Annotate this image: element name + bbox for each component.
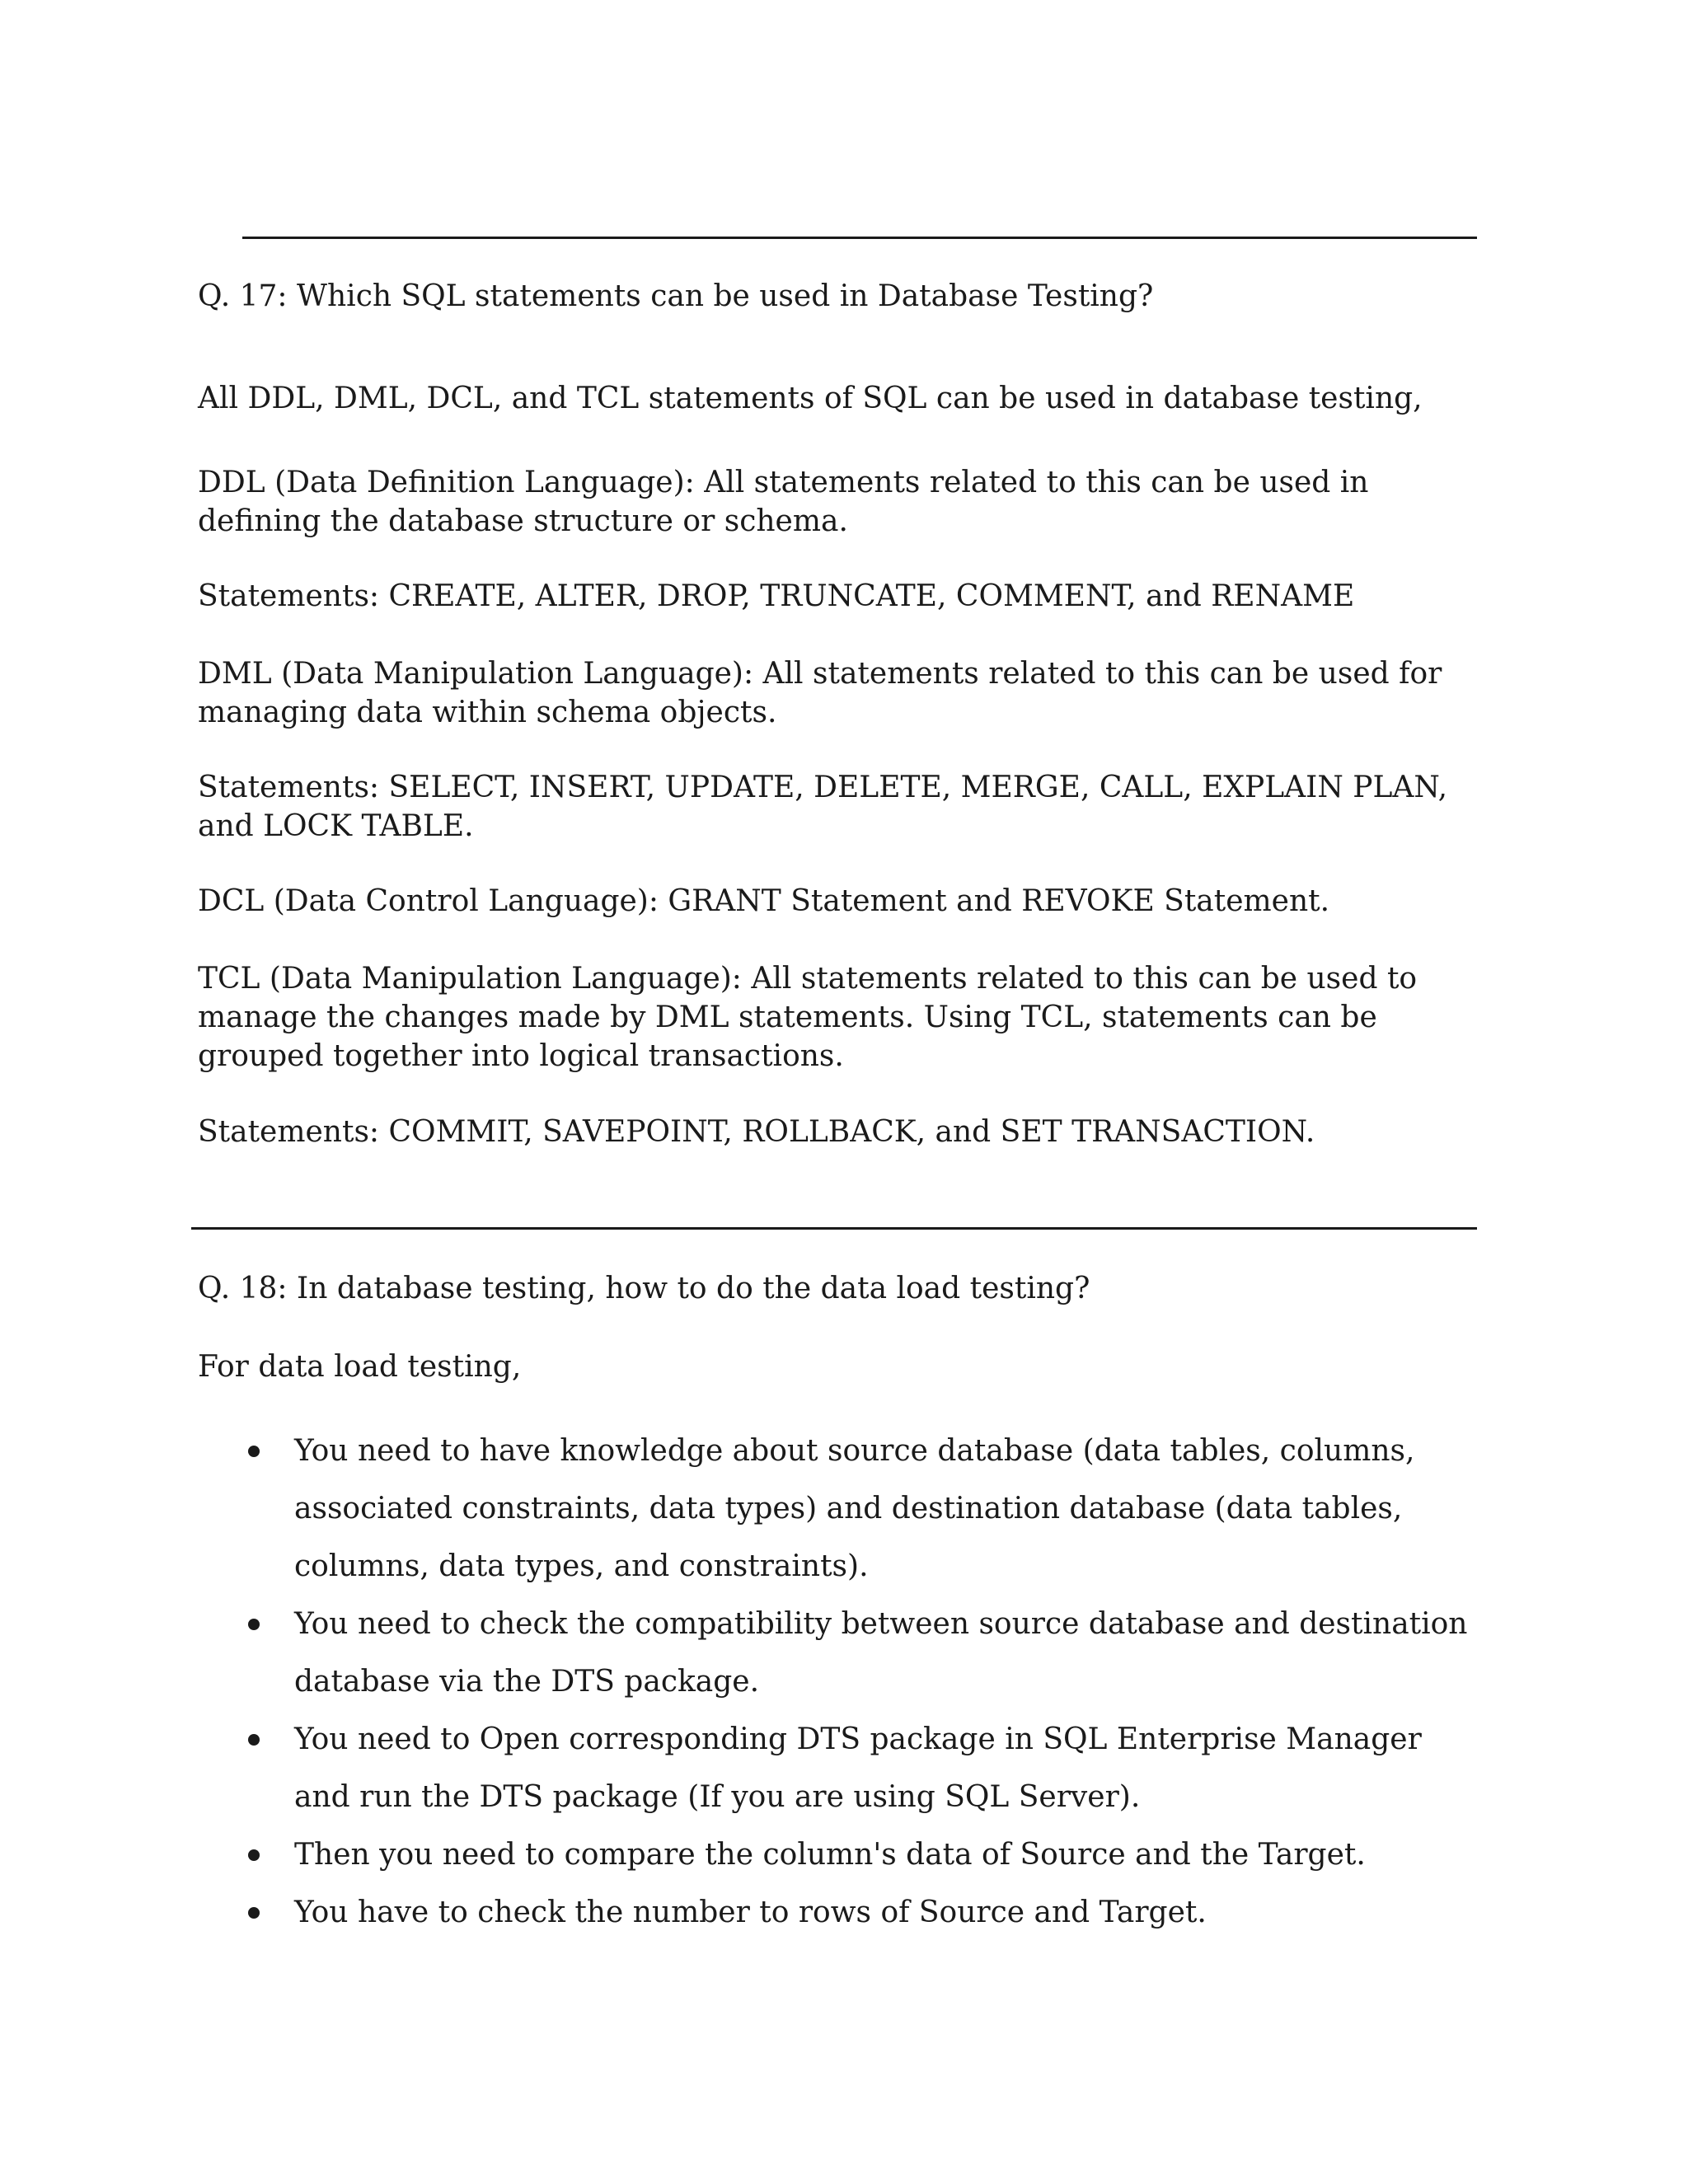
q18-intro: For data load testing, — [198, 1350, 522, 1384]
middle-divider — [191, 1227, 1477, 1230]
list-item-text: Then you need to compare the column's data of Source and the Target. — [294, 1838, 1366, 1872]
q18-question: Q. 18: In database testing, how to do the data load testing? — [198, 1272, 1090, 1305]
list-item — [198, 1826, 1484, 1884]
list-item-text: You have to check the number to rows of Source and Target. — [294, 1896, 1207, 1929]
q17-tcl-statements: Statements: COMMIT, SAVEPOINT, ROLLBACK, and SET TRANSACTION. — [198, 1115, 1315, 1149]
list-item-text: You need to check the compatibility between source database and destination database via the DTS package. — [294, 1607, 1468, 1699]
list-item — [198, 1884, 1484, 1942]
q17-dml-statements: Statements: SELECT, INSERT, UPDATE, DELETE, MERGE, CALL, EXPLAIN PLAN, and LOCK TABLE. — [198, 771, 1448, 843]
bullet-icon — [248, 1734, 260, 1746]
q17-dml-description: DML (Data Manipulation Language): All statements related to this can be used for managing data within schema objects. — [198, 657, 1442, 729]
q17-question: Q. 17: Which SQL statements can be used in Database Testing? — [198, 279, 1154, 313]
bullet-icon — [248, 1907, 260, 1919]
q18-bullet-list — [198, 1422, 1484, 1942]
list-item-text: You need to have knowledge about source database (data tables, columns, associated constraints, data types) and destination database (data tables, columns, data types, and constraints). — [294, 1434, 1415, 1583]
list-item — [198, 1711, 1484, 1826]
top-divider — [242, 237, 1477, 239]
list-item — [198, 1596, 1484, 1711]
q17-dcl-description: DCL (Data Control Language): GRANT Statement and REVOKE Statement. — [198, 884, 1330, 918]
q17-ddl-statements: Statements: CREATE, ALTER, DROP, TRUNCATE, COMMENT, and RENAME — [198, 579, 1355, 613]
list-item-text: You need to Open corresponding DTS package in SQL Enterprise Manager and run the DTS package (If you are using SQL Server). — [294, 1722, 1422, 1814]
list-item — [198, 1422, 1484, 1596]
bullet-icon — [248, 1446, 260, 1457]
bullet-icon — [248, 1619, 260, 1630]
q17-tcl-description: TCL (Data Manipulation Language): All statements related to this can be used to manage the changes made by DML statements. Using TCL, statements can be grouped together into logical transactions. — [198, 962, 1418, 1073]
q17-intro: All DDL, DML, DCL, and TCL statements of SQL can be used in database testing, — [198, 382, 1423, 415]
q17-ddl-description: DDL (Data Definition Language): All statements related to this can be used in defining the database structure or schema. — [198, 466, 1369, 538]
bullet-icon — [248, 1849, 260, 1861]
